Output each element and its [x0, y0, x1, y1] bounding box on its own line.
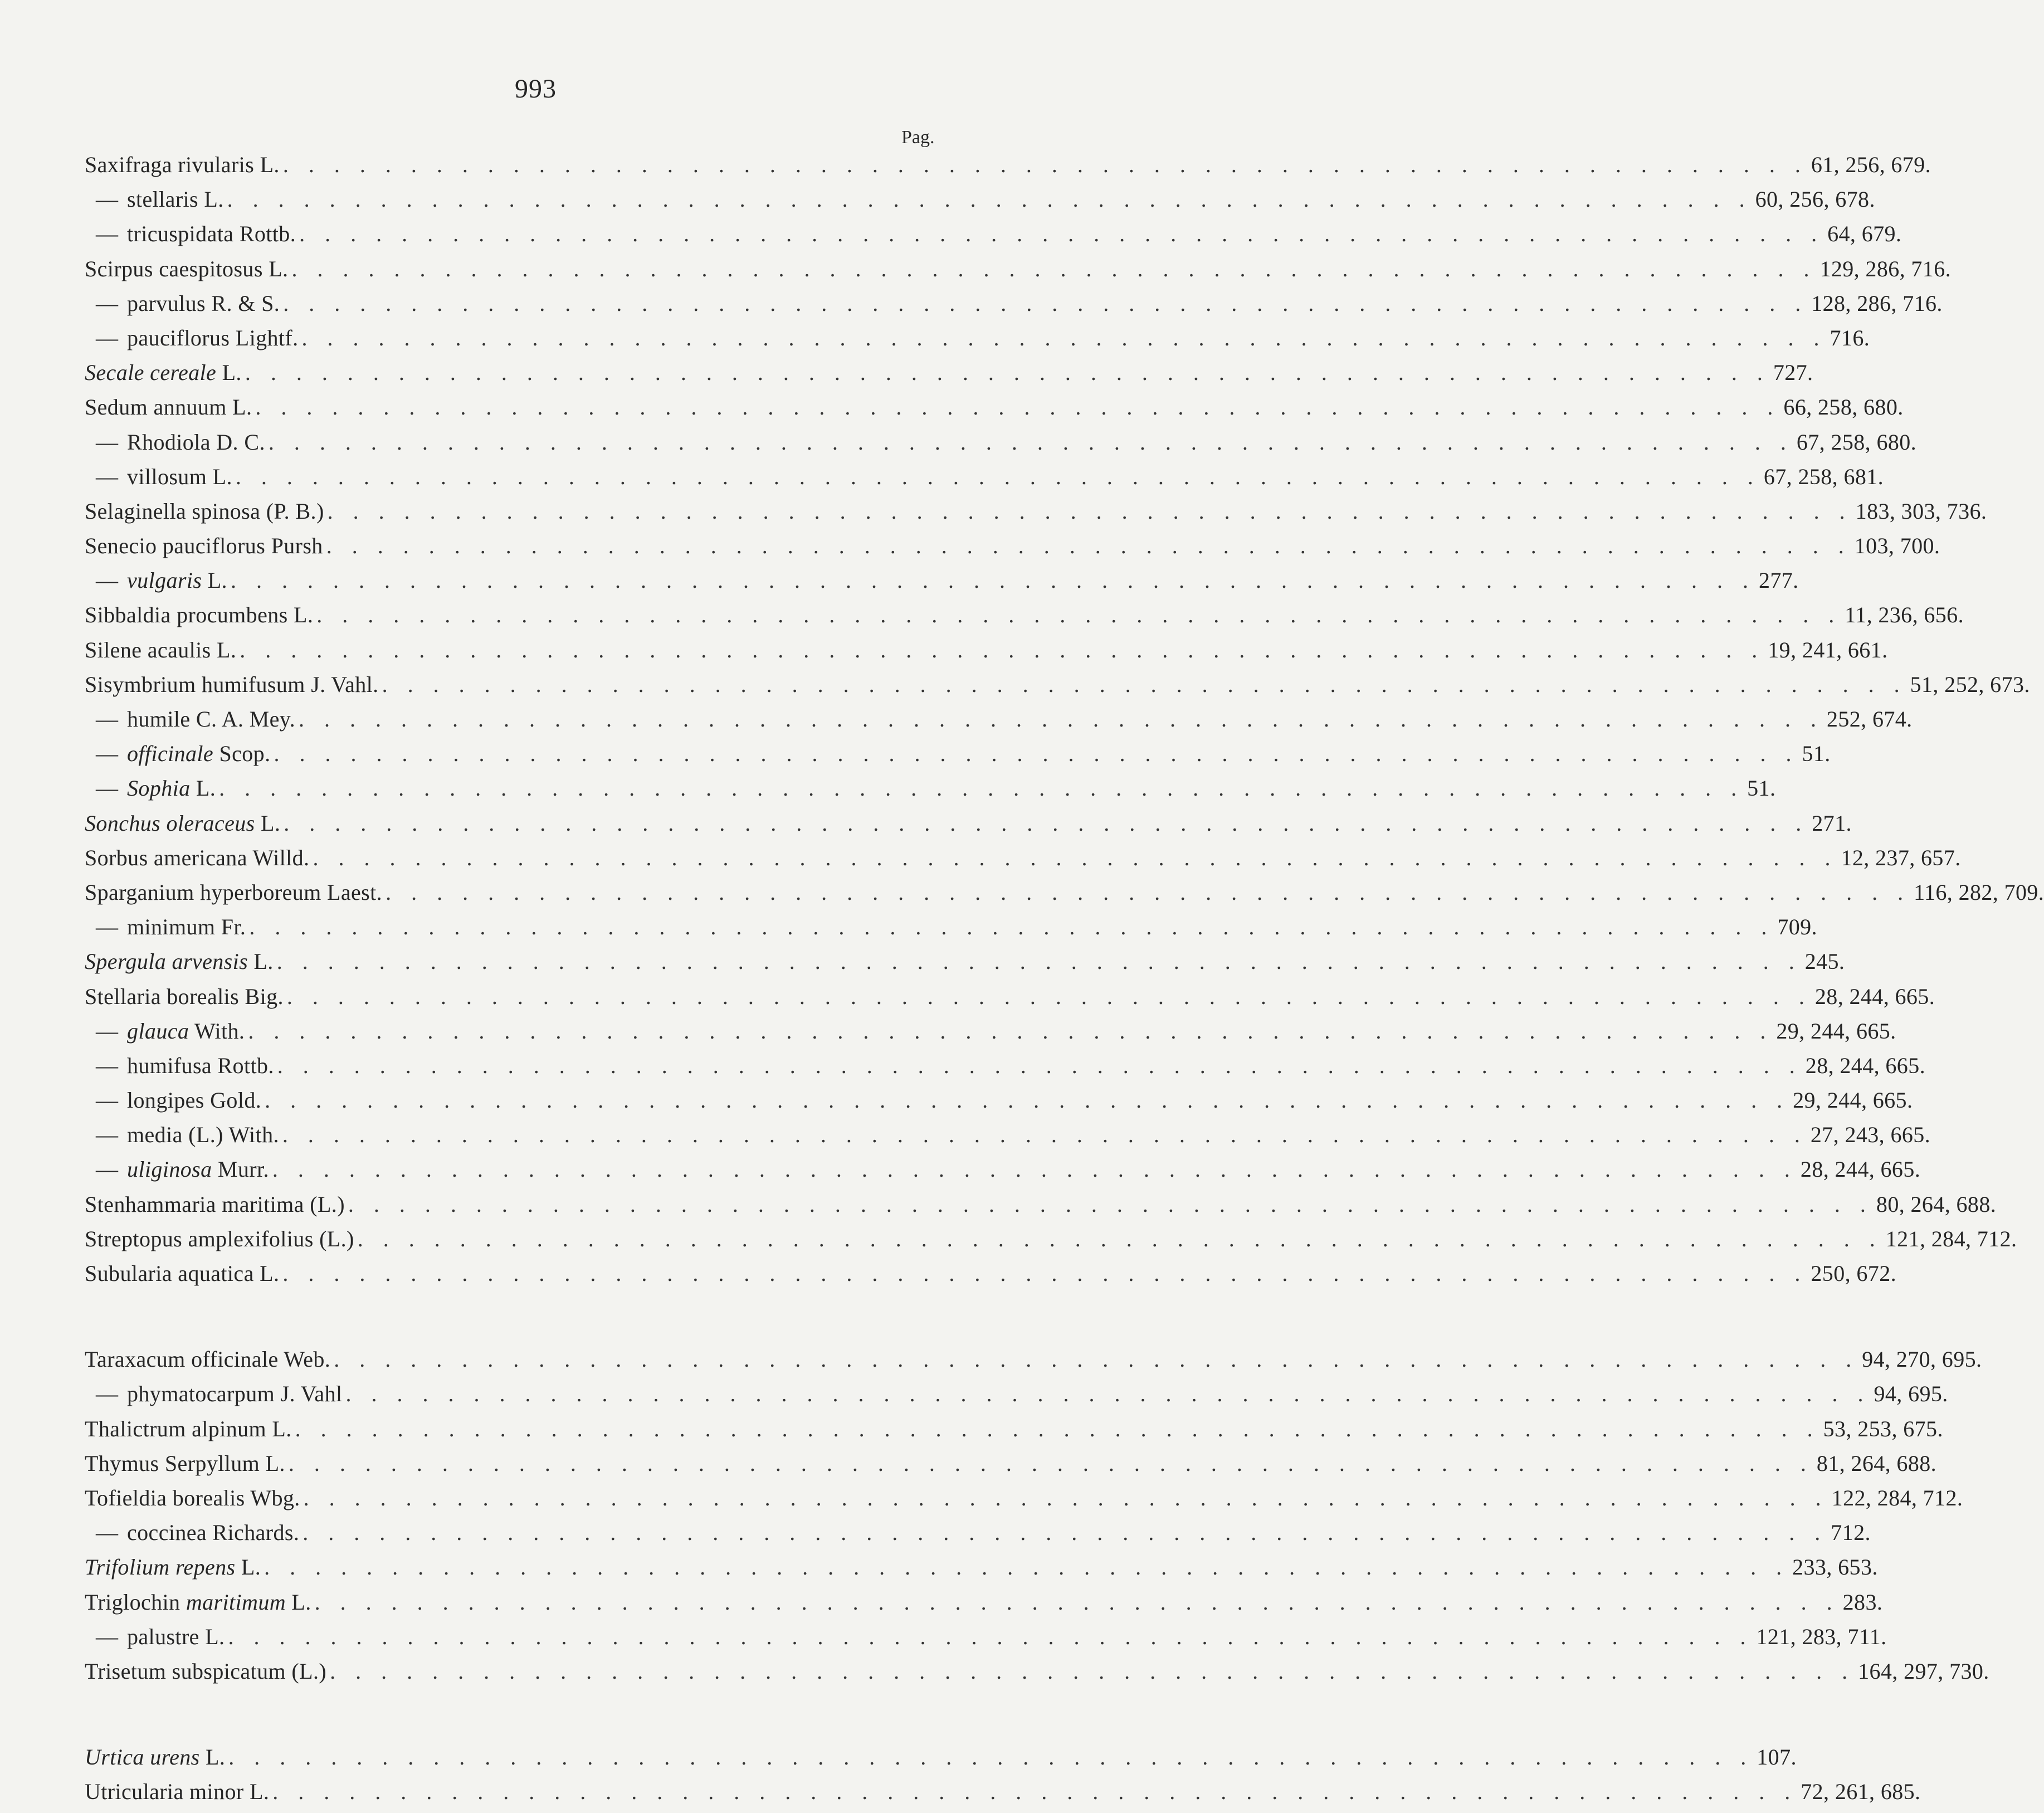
dot-leader: . . . . . . . . . . . . . . . . . . . . . . . . . . . . . . . . . . . . . . . . . . . . . . . . . . . . . . . . . . . . — [303, 1520, 1828, 1546]
taxon-name: longipes — [127, 1088, 204, 1113]
author-abbreviation: L. — [248, 949, 274, 974]
dot-leader: . . . . . . . . . . . . . . . . . . . . . . . . . . . . . . . . . . . . . . . . . . . . . . . . . . . . . . . . . . . . — [249, 914, 1774, 940]
taxon-name: Tofieldia borealis — [85, 1485, 245, 1510]
ditto-dash: — — [96, 464, 119, 489]
taxon-name: Taraxacum officinale — [85, 1347, 279, 1372]
index-entry — [85, 914, 1817, 948]
dot-leader: . . . . . . . . . . . . . . . . . . . . . . . . . . . . . . . . . . . . . . . . . . . . . . . . . . . . . . . . . . . . — [240, 637, 1765, 662]
index-entry — [85, 602, 1964, 636]
index-entry — [85, 1589, 1883, 1624]
pag-column-label: Pag. — [901, 127, 935, 148]
page-references: 716. — [1830, 325, 1870, 350]
taxon-name: Thymus Serpyllum — [85, 1450, 260, 1476]
dot-leader: . . . . . . . . . . . . . . . . . . . . . . . . . . . . . . . . . . . . . . . . . . . . . . . . . . . . . . . . . . . . — [235, 464, 1760, 489]
author-abbreviation: Web. — [278, 1347, 331, 1372]
entry-name — [85, 602, 313, 628]
index-entry — [85, 464, 1884, 498]
taxon-name: phymatocarpum — [127, 1381, 275, 1407]
entry-name — [85, 325, 299, 351]
dot-leader: . . . . . . . . . . . . . . . . . . . . . . . . . . . . . . . . . . . . . . . . . . . . . . . . . . . . . . . . . . . . — [286, 983, 1812, 1009]
page-references: 67, 258, 680. — [1796, 429, 1917, 455]
author-abbreviation: L. — [216, 360, 242, 386]
index-entry — [85, 1519, 1871, 1554]
page-references: 94, 270, 695. — [1862, 1347, 1982, 1372]
page-references: 28, 244, 665. — [1814, 983, 1935, 1009]
dot-leader: . . . . . . . . . . . . . . . . . . . . . . . . . . . . . . . . . . . . . . . . . . . . . . . . . . . . . . . . . . . . — [327, 498, 1852, 524]
page-references: 60, 256, 678. — [1755, 187, 1875, 212]
page-references: 19, 241, 661. — [1768, 637, 1888, 662]
plant-index — [85, 152, 2044, 1813]
index-entry — [85, 740, 1831, 775]
taxon-name: pauciflorus — [127, 325, 230, 350]
taxon-name: palustre — [127, 1624, 199, 1649]
taxon-name: Saxifraga rivularis — [85, 152, 255, 177]
dot-leader: . . . . . . . . . . . . . . . . . . . . . . . . . . . . . . . . . . . . . . . . . . . . . . . . . . . . . . . . . . . . — [313, 845, 1838, 870]
author-abbreviation: Lightf. — [230, 325, 299, 350]
author-abbreviation: (L.) — [286, 1658, 327, 1684]
index-entry — [85, 1156, 1921, 1191]
index-entry — [85, 1744, 1797, 1778]
dot-leader: . . . . . . . . . . . . . . . . . . . . . . . . . . . . . . . . . . . . . . . . . . . . . . . . . . . . . . . . . . . . — [357, 1226, 1882, 1251]
taxon-name: coccinea — [127, 1520, 207, 1546]
author-abbreviation: Rottb. — [212, 1052, 274, 1078]
dot-leader: . . . . . . . . . . . . . . . . . . . . . . . . . . . . . . . . . . . . . . . . . . . . . . . . . . . . . . . . . . . . — [291, 256, 1817, 281]
author-abbreviation: L. — [202, 568, 227, 593]
dot-leader: . . . . . . . . . . . . . . . . . . . . . . . . . . . . . . . . . . . . . . . . . . . . . . . . . . . . . . . . . . . . — [228, 1744, 1754, 1770]
author-abbreviation: Scop. — [213, 741, 271, 767]
page-references: 283. — [1842, 1589, 1883, 1615]
ditto-dash: — — [96, 741, 119, 767]
dot-leader: . . . . . . . . . . . . . . . . . . . . . . . . . . . . . . . . . . . . . . . . . . . . . . . . . . . . . . . . . . . . — [282, 1261, 1808, 1286]
taxon-name: Sophia — [127, 776, 191, 801]
page-references: 11, 236, 656. — [1845, 602, 1964, 628]
author-abbreviation: Wbg. — [245, 1485, 300, 1510]
entry-name — [85, 1658, 326, 1684]
author-abbreviation: J. Vahl — [275, 1381, 343, 1407]
index-entry — [85, 1450, 1937, 1485]
index-entry — [85, 1778, 1921, 1813]
page-references: 277. — [1758, 568, 1799, 593]
dot-leader: . . . . . . . . . . . . . . . . . . . . . . . . . . . . . . . . . . . . . . . . . . . . . . . . . . . . . . . . . . . . — [326, 533, 1851, 559]
dot-leader: . . . . . . . . . . . . . . . . . . . . . . . . . . . . . . . . . . . . . . . . . . . . . . . . . . . . . . . . . . . . — [314, 1589, 1840, 1615]
index-entry — [85, 325, 1870, 359]
author-abbreviation: (L.) With. — [182, 1122, 279, 1148]
dot-leader: . . . . . . . . . . . . . . . . . . . . . . . . . . . . . . . . . . . . . . . . . . . . . . . . . . . . . . . . . . . . — [288, 1450, 1813, 1476]
index-entry — [85, 1018, 1896, 1052]
taxon-name: officinale — [127, 741, 214, 767]
ditto-dash: — — [96, 1624, 119, 1649]
page-references: 164, 297, 730. — [1858, 1658, 1989, 1684]
author-abbreviation: L. — [286, 1589, 311, 1615]
ditto-dash: — — [96, 325, 119, 350]
entry-name — [85, 983, 284, 1010]
genus-name: Triglochin — [85, 1589, 186, 1615]
index-entry — [85, 290, 1943, 325]
index-entry — [85, 1087, 1913, 1122]
index-entry — [85, 845, 1961, 879]
entry-name — [85, 1450, 285, 1476]
author-abbreviation: With. — [189, 1018, 245, 1044]
entry-name — [85, 1624, 225, 1650]
author-abbreviation: (P. B.) — [260, 498, 324, 524]
author-abbreviation: Pursh — [265, 533, 323, 559]
page-references: 27, 243, 665. — [1810, 1122, 1931, 1148]
dot-leader: . . . . . . . . . . . . . . . . . . . . . . . . . . . . . . . . . . . . . . . . . . . . . . . . . . . . . . . . . . . . — [228, 1624, 1753, 1649]
taxon-name: Thalictrum alpinum — [85, 1416, 267, 1441]
dot-leader: . . . . . . . . . . . . . . . . . . . . . . . . . . . . . . . . . . . . . . . . . . . . . . . . . . . . . . . . . . . . — [277, 1052, 1802, 1078]
page-references: 53, 253, 675. — [1823, 1416, 1943, 1441]
entry-name — [85, 1156, 269, 1182]
author-abbreviation: L. — [260, 1450, 285, 1476]
index-entry — [85, 706, 1913, 740]
index-entry — [85, 1658, 1989, 1693]
taxon-name: humile — [127, 706, 191, 732]
dot-leader: . . . . . . . . . . . . . . . . . . . . . . . . . . . . . . . . . . . . . . . . . . . . . . . . . . . . . . . . . . . . — [230, 568, 1755, 593]
page-references: 727. — [1773, 360, 1813, 386]
dot-leader: . . . . . . . . . . . . . . . . . . . . . . . . . . . . . . . . . . . . . . . . . . . . . . . . . . . . . . . . . . . . — [282, 152, 1808, 177]
author-abbreviation: J. Vahl. — [305, 671, 379, 697]
author-abbreviation: L. — [199, 1624, 225, 1649]
page-references: 121, 284, 712. — [1885, 1226, 2017, 1251]
dot-leader: . . . . . . . . . . . . . . . . . . . . . . . . . . . . . . . . . . . . . . . . . . . . . . . . . . . . . . . . . . . . — [303, 1485, 1828, 1510]
dot-leader: . . . . . . . . . . . . . . . . . . . . . . . . . . . . . . . . . . . . . . . . . . . . . . . . . . . . . . . . . . . . — [274, 741, 1799, 767]
taxon-name: Scirpus caespitosus — [85, 256, 263, 281]
entry-name — [85, 1416, 292, 1442]
dot-leader: . . . . . . . . . . . . . . . . . . . . . . . . . . . . . . . . . . . . . . . . . . . . . . . . . . . . . . . . . . . . — [272, 1779, 1798, 1805]
page-references: 271. — [1812, 810, 1852, 836]
author-abbreviation: Laest. — [321, 879, 383, 905]
author-abbreviation: L. — [262, 256, 289, 281]
entry-name — [85, 1778, 269, 1805]
page-references: 61, 256, 679. — [1811, 152, 1931, 177]
ditto-dash: — — [96, 1520, 119, 1546]
taxon-name: Sonchus oleraceus — [85, 810, 255, 836]
page-references: 252, 674. — [1826, 706, 1913, 732]
author-abbreviation: L. — [235, 1554, 261, 1580]
entry-name — [85, 1589, 311, 1615]
taxon-name: Sparganium hyperboreum — [85, 879, 321, 905]
species-name: maritimum — [186, 1589, 286, 1615]
page-number: 993 — [515, 74, 557, 104]
author-abbreviation: Rottb. — [233, 221, 296, 247]
author-abbreviation: L. — [211, 637, 237, 662]
entry-name — [85, 1485, 300, 1511]
index-entry — [85, 186, 1875, 221]
entry-name — [85, 186, 224, 212]
dot-leader: . . . . . . . . . . . . . . . . . . . . . . . . . . . . . . . . . . . . . . . . . . . . . . . . . . . . . . . . . . . . — [382, 671, 1907, 697]
entry-name — [85, 498, 324, 524]
page-references: 67, 258, 681. — [1763, 464, 1884, 489]
taxon-name: vulgaris — [127, 568, 202, 593]
entry-name — [85, 464, 232, 490]
entry-name — [85, 1052, 274, 1079]
dot-leader: . . . . . . . . . . . . . . . . . . . . . . . . . . . . . . . . . . . . . . . . . . . . . . . . . . . . . . . . . . . . — [276, 949, 1802, 974]
entry-name — [85, 290, 280, 316]
author-abbreviation: (L.) — [313, 1226, 354, 1251]
page-references: 116, 282, 709. — [1914, 879, 2044, 905]
author-abbreviation: L. — [255, 810, 281, 836]
index-entry — [85, 567, 1799, 602]
index-entry — [85, 775, 1776, 810]
author-abbreviation: L. — [243, 1779, 270, 1805]
dot-leader: . . . . . . . . . . . . . . . . . . . . . . . . . . . . . . . . . . . . . . . . . . . . . . . . . . . . . . . . . . . . — [316, 602, 1842, 628]
author-abbreviation: Richards. — [207, 1520, 300, 1546]
ditto-dash: — — [96, 429, 119, 455]
page-references: 250, 672. — [1811, 1261, 1896, 1286]
entry-name — [85, 533, 323, 559]
ditto-dash: — — [96, 776, 119, 801]
author-abbreviation: D. C. — [210, 429, 265, 455]
index-entry — [85, 394, 1904, 428]
index-entry — [85, 429, 1917, 464]
ditto-dash: — — [96, 1157, 119, 1182]
page-references: 121, 283, 711. — [1756, 1624, 1887, 1649]
index-entry — [85, 1052, 1925, 1087]
taxon-name: Spergula arvensis — [85, 949, 248, 974]
group-separator — [85, 1693, 940, 1744]
index-entry — [85, 498, 1987, 533]
author-abbreviation: (L.) — [304, 1191, 345, 1217]
taxon-name: Stellaria borealis — [85, 983, 240, 1009]
dot-leader: . . . . . . . . . . . . . . . . . . . . . . . . . . . . . . . . . . . . . . . . . . . . . . . . . . . . . . . . . . . . — [334, 1347, 1859, 1372]
dot-leader: . . . . . . . . . . . . . . . . . . . . . . . . . . . . . . . . . . . . . . . . . . . . . . . . . . . . . . . . . . . . — [282, 1122, 1807, 1148]
index-entry — [85, 1624, 1887, 1658]
taxon-name: Sisymbrium humifusum — [85, 671, 305, 697]
taxon-name: Stenhammaria maritima — [85, 1191, 304, 1217]
entry-name — [85, 671, 379, 698]
taxon-name: Sibbaldia procumbens — [85, 602, 288, 628]
index-entry — [85, 1260, 1896, 1295]
index-entry — [85, 533, 1940, 567]
ditto-dash: — — [96, 1381, 119, 1407]
taxon-name: Trisetum subspicatum — [85, 1658, 286, 1684]
page-references: 245. — [1804, 949, 1845, 974]
index-entry — [85, 1346, 1982, 1381]
dot-leader: . . . . . . . . . . . . . . . . . . . . . . . . . . . . . . . . . . . . . . . . . . . . . . . . . . . . . . . . . . . . — [348, 1191, 1873, 1217]
entry-name — [85, 775, 216, 801]
index-entry — [85, 983, 1935, 1018]
taxon-name: Trifolium repens — [85, 1554, 236, 1580]
ditto-dash: — — [96, 221, 119, 247]
page-references: 64, 679. — [1827, 221, 1902, 247]
taxon-name: Secale cereale — [85, 360, 217, 386]
page-references: 28, 244, 665. — [1805, 1052, 1925, 1078]
entry-name — [85, 1018, 245, 1044]
index-entry — [85, 1226, 2017, 1260]
page-references: 107. — [1757, 1744, 1797, 1770]
index-entry — [85, 637, 1888, 671]
entry-name — [85, 394, 252, 420]
page-references: 709. — [1777, 914, 1817, 940]
author-abbreviation: Willd. — [247, 845, 310, 870]
entry-name — [85, 359, 242, 386]
author-abbreviation: Gold. — [204, 1088, 262, 1113]
entry-name — [85, 740, 270, 767]
entry-name — [85, 948, 274, 974]
page-references: 183, 303, 736. — [1855, 498, 1987, 524]
author-abbreviation: Big. — [239, 983, 284, 1009]
entry-name — [85, 1260, 279, 1286]
entry-name — [85, 1554, 261, 1580]
index-entry — [85, 1485, 1963, 1519]
author-abbreviation: L. — [207, 464, 232, 489]
page-references: 94, 695. — [1874, 1381, 1948, 1407]
taxon-name: Sedum annuum — [85, 394, 227, 420]
entry-name — [85, 567, 227, 593]
index-entry — [85, 1554, 1878, 1588]
entry-name — [85, 429, 265, 455]
index-entry — [85, 1381, 1948, 1415]
taxon-name: stellaris — [127, 187, 199, 212]
index-entry — [85, 359, 1813, 394]
author-abbreviation: L. — [198, 187, 224, 212]
entry-name — [85, 1191, 345, 1217]
dot-leader: . . . . . . . . . . . . . . . . . . . . . . . . . . . . . . . . . . . . . . . . . . . . . . . . . . . . . . . . . . . . — [295, 1416, 1820, 1441]
taxon-name: Utricularia minor — [85, 1779, 244, 1805]
taxon-name: uliginosa — [127, 1157, 212, 1182]
page-references: 81, 264, 688. — [1816, 1450, 1937, 1476]
taxon-name: Subularia aquatica — [85, 1261, 254, 1286]
author-abbreviation: L. — [226, 394, 252, 420]
taxon-name: villosum — [127, 464, 207, 489]
page-references: 29, 244, 665. — [1793, 1088, 1913, 1113]
author-abbreviation: L. — [199, 1744, 226, 1770]
taxon-name: Rhodiola — [127, 429, 211, 455]
index-entry — [85, 152, 1931, 186]
dot-leader: . . . . . . . . . . . . . . . . . . . . . . . . . . . . . . . . . . . . . . . . . . . . . . . . . . . . . . . . . . . . — [272, 1157, 1797, 1182]
ditto-dash: — — [96, 187, 119, 212]
taxon-name: minimum — [127, 914, 216, 940]
dot-leader: . . . . . . . . . . . . . . . . . . . . . . . . . . . . . . . . . . . . . . . . . . . . . . . . . . . . . . . . . . . . — [330, 1658, 1855, 1684]
dot-leader: . . . . . . . . . . . . . . . . . . . . . . . . . . . . . . . . . . . . . . . . . . . . . . . . . . . . . . . . . . . . — [264, 1554, 1789, 1580]
index-entry — [85, 1416, 1943, 1450]
index-entry — [85, 948, 1845, 983]
page-references: 66, 258, 680. — [1783, 394, 1904, 420]
ditto-dash: — — [96, 568, 119, 593]
entry-name — [85, 221, 296, 247]
dot-leader: . . . . . . . . . . . . . . . . . . . . . . . . . . . . . . . . . . . . . . . . . . . . . . . . . . . . . . . . . . . . — [284, 810, 1809, 836]
taxon-name: tricuspidata — [127, 221, 234, 247]
entry-name — [85, 810, 280, 836]
taxon-name: media — [127, 1122, 183, 1148]
ditto-dash: — — [96, 1018, 119, 1044]
entry-name — [85, 1381, 343, 1407]
page-references: 12, 237, 657. — [1841, 845, 1961, 870]
entry-name — [85, 1519, 299, 1546]
entry-name — [85, 706, 295, 732]
dot-leader: . . . . . . . . . . . . . . . . . . . . . . . . . . . . . . . . . . . . . . . . . . . . . . . . . . . . . . . . . . . . — [298, 706, 1823, 732]
author-abbreviation: R. & S. — [205, 290, 280, 316]
page-references: 51. — [1802, 741, 1831, 767]
page-references: 103, 700. — [1854, 533, 1940, 559]
index-entry — [85, 1122, 1931, 1156]
entry-name — [85, 1346, 330, 1372]
page-references: 233, 653. — [1792, 1554, 1878, 1580]
entry-name — [85, 914, 246, 940]
author-abbreviation: Fr. — [215, 914, 246, 940]
author-abbreviation: C. A. Mey. — [190, 706, 295, 732]
author-abbreviation: L. — [254, 152, 280, 177]
taxon-name: Selaginella spinosa — [85, 498, 261, 524]
page-references: 122, 284, 712. — [1831, 1485, 1963, 1510]
author-abbreviation: Murr. — [212, 1157, 269, 1182]
ditto-dash: — — [96, 1052, 119, 1078]
ditto-dash: — — [96, 914, 119, 940]
index-entry — [85, 221, 1902, 255]
index-entry — [85, 879, 2044, 914]
dot-leader: . . . . . . . . . . . . . . . . . . . . . . . . . . . . . . . . . . . . . . . . . . . . . . . . . . . . . . . . . . . . — [283, 290, 1808, 316]
ditto-dash: — — [96, 1088, 119, 1113]
index-entry — [85, 671, 2030, 706]
entry-name — [85, 152, 280, 178]
index-entry — [85, 256, 1952, 290]
entry-name — [85, 1087, 261, 1113]
dot-leader: . . . . . . . . . . . . . . . . . . . . . . . . . . . . . . . . . . . . . . . . . . . . . . . . . . . . . . . . . . . . — [227, 187, 1752, 212]
dot-leader: . . . . . . . . . . . . . . . . . . . . . . . . . . . . . . . . . . . . . . . . . . . . . . . . . . . . . . . . . . . . — [299, 221, 1825, 247]
taxon-name: Sorbus americana — [85, 845, 247, 870]
page-references: 29, 244, 665. — [1776, 1018, 1896, 1044]
taxon-name: humifusa — [127, 1052, 212, 1078]
dot-leader: . . . . . . . . . . . . . . . . . . . . . . . . . . . . . . . . . . . . . . . . . . . . . . . . . . . . . . . . . . . . — [245, 360, 1770, 386]
taxon-name: Urtica urens — [85, 1744, 200, 1770]
dot-leader: . . . . . . . . . . . . . . . . . . . . . . . . . . . . . . . . . . . . . . . . . . . . . . . . . . . . . . . . . . . . — [386, 879, 1911, 905]
entry-name — [85, 1122, 279, 1148]
ditto-dash: — — [96, 1122, 119, 1148]
index-entry — [85, 810, 1852, 845]
page-references: 28, 244, 665. — [1800, 1157, 1921, 1182]
entry-name — [85, 637, 236, 663]
page-references: 80, 264, 688. — [1876, 1191, 1997, 1217]
entry-name — [85, 256, 288, 282]
dot-leader: . . . . . . . . . . . . . . . . . . . . . . . . . . . . . . . . . . . . . . . . . . . . . . . . . . . . . . . . . . . . — [301, 325, 1827, 350]
page-references: 712. — [1831, 1520, 1871, 1546]
dot-leader: . . . . . . . . . . . . . . . . . . . . . . . . . . . . . . . . . . . . . . . . . . . . . . . . . . . . . . . . . . . . — [219, 776, 1744, 801]
author-abbreviation: L. — [266, 1416, 292, 1441]
page-references: 51, 252, 673. — [1910, 671, 2030, 697]
author-abbreviation: L. — [190, 776, 216, 801]
page-references: 72, 261, 685. — [1801, 1779, 1921, 1805]
ditto-dash: — — [96, 290, 119, 316]
page-references: 129, 286, 716. — [1819, 256, 1952, 281]
taxon-name: parvulus — [127, 290, 206, 316]
page-references: 51. — [1747, 776, 1776, 801]
dot-leader: . . . . . . . . . . . . . . . . . . . . . . . . . . . . . . . . . . . . . . . . . . . . . . . . . . . . . . . . . . . . — [268, 429, 1793, 455]
dot-leader: . . . . . . . . . . . . . . . . . . . . . . . . . . . . . . . . . . . . . . . . . . . . . . . . . . . . . . . . . . . . — [255, 394, 1780, 420]
taxon-name: Silene acaulis — [85, 637, 211, 662]
index-entry — [85, 1191, 1997, 1226]
entry-name — [85, 845, 309, 871]
dot-leader: . . . . . . . . . . . . . . . . . . . . . . . . . . . . . . . . . . . . . . . . . . . . . . . . . . . . . . . . . . . . — [265, 1088, 1790, 1113]
ditto-dash: — — [96, 706, 119, 732]
author-abbreviation: L. — [287, 602, 314, 628]
dot-leader: . . . . . . . . . . . . . . . . . . . . . . . . . . . . . . . . . . . . . . . . . . . . . . . . . . . . . . . . . . . . — [248, 1018, 1773, 1044]
group-separator — [85, 1295, 940, 1346]
entry-name — [85, 1226, 354, 1252]
entry-name — [85, 879, 382, 905]
page-references: 128, 286, 716. — [1811, 290, 1943, 316]
taxon-name: Streptopus amplexifolius — [85, 1226, 314, 1251]
taxon-name: Senecio pauciflorus — [85, 533, 266, 559]
dot-leader: . . . . . . . . . . . . . . . . . . . . . . . . . . . . . . . . . . . . . . . . . . . . . . . . . . . . . . . . . . . . — [345, 1381, 1871, 1407]
entry-name — [85, 1744, 225, 1770]
taxon-name: glauca — [127, 1018, 189, 1044]
author-abbreviation: L. — [253, 1261, 280, 1286]
